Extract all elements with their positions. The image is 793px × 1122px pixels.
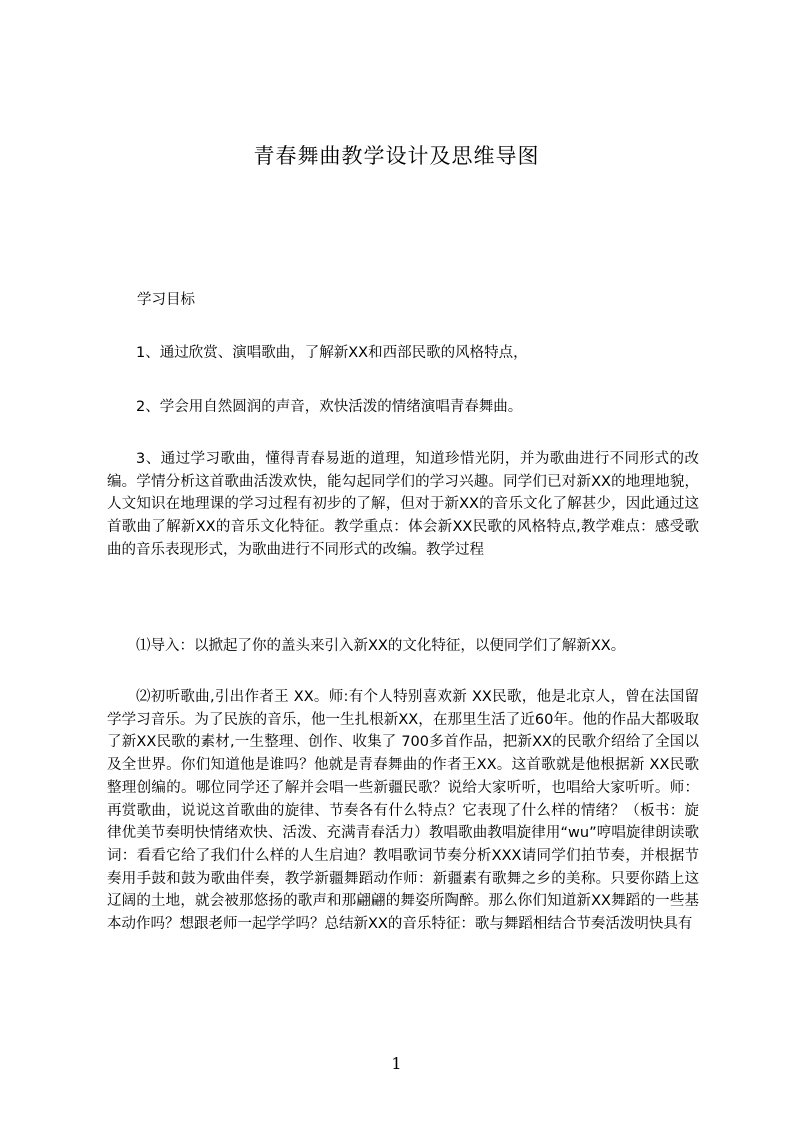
first-listening-paragraph: ⑵初听歌曲,引出作者王 XX。师:有个人特别喜欢新 XX民歌，他是北京人，曾在法国留学学习音乐。为了民族的音乐，他一生扎根新XX，在那里生活了近60年。他的作品大都吸取了新XX民歌的素材,一生整理、创作、收集了 700多首作品，把新XX的民歌介绍给了全国以及全世界。你们知道他是谁吗？他就是青春舞曲的作者王XX。这首歌就是他根据新 XX民歌整理创编的。哪位同学还了解并会唱一些新疆民歌？说给大家听听，也唱给大家听听。师：再赏歌曲，说说这首歌曲的旋律、节奏各有什么特点？它表现了什么样的情绪？（板书：旋律优美节奏明快情绪欢快、活泼、充满青春活力）教唱歌曲教唱旋律用“wu”哼唱旋律朗读歌词：看看它给了我们什么样的人生启迪？教唱歌词节奏分析XXX请同学们拍节奏，并根据节奏用手鼓和鼓为歌曲伴奏，教学新疆舞蹈动作师：新疆素有歌舞之乡的美称。只要你踏上这辽阔的土地，就会被那悠扬的歌声和那翩翩的舞姿所陶醉。那么你们知道新XX舞蹈的一些基本动作吗？想跟老师一起学学吗？总结新XX的音乐特征：歌与舞蹈相结合节奏活泼明快具有 <box>107 689 699 933</box>
objective-paragraph-1: 1、通过欣赏、演唱歌曲，了解新XX和西部民歌的风格特点， <box>136 345 528 361</box>
section-heading: 学习目标 <box>137 292 195 308</box>
page-number: 1 <box>391 1054 402 1073</box>
objective-paragraph-3: 3、通过学习歌曲，懂得青春易逝的道理，知道珍惜光阴，并为歌曲进行不同形式的改编。学情分析这首歌曲活泼欢快，能勾起同学们的学习兴趣。同学们已对新XX的地理地貌，人文知识在地理课的学习过程有初步的了解，但对于新XX的音乐文化了解甚少，因此通过这首歌曲了解新XX的音乐文化特征。教学重点：体会新XX民歌的风格特点,教学难点：感受歌曲的音乐表现形式，为歌曲进行不同形式的改编。教学过程 <box>107 451 699 558</box>
introduction-paragraph: ⑴导入：以掀起了你的盖头来引入新XX的文化特征，以便同学们了解新XX。 <box>136 638 626 654</box>
objective-paragraph-2: 2、学会用自然圆润的声音，欢快活泼的情绪演唱青春舞曲。 <box>136 399 523 415</box>
document-title: 青春舞曲教学设计及思维导图 <box>253 144 540 168</box>
